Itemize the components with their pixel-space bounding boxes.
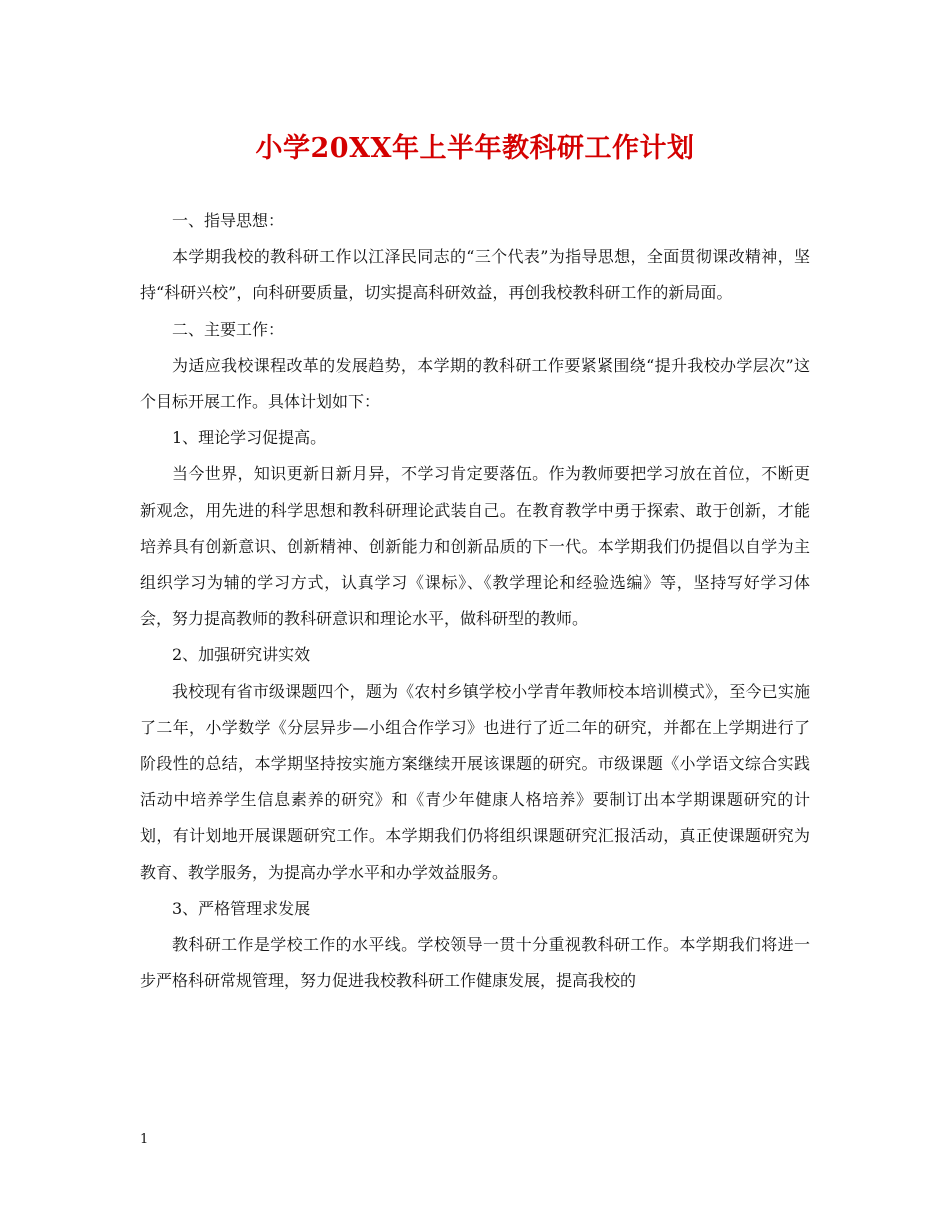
heading-guiding-ideology: 一、指导思想：	[172, 211, 285, 230]
paragraph-guiding-ideology: 本学期我校的教科研工作以江泽民同志的“三个代表”为指导思想，全面贯彻课改精神，坚持“科研兴校”，向科研要质量，切实提高科研效益，再创我校教科研工作的新局面。	[140, 247, 810, 303]
subheading-theory-study: 1、理论学习促提高。	[172, 428, 327, 448]
document-title: 小学20XX年上半年教科研工作计划	[255, 133, 695, 164]
paragraph-theory-study: 当今世界，知识更新日新月异，不学习肯定要落伍。作为教师要把学习放在首位，不断更新观念，用先进的科学思想和教科研理论武装自己。在教育教学中勇于探索、敢于创新，才能培养具有创新意识、创新精神、创新能力和创新品质的下一代。本学期我们仍提倡以自学为主组织学习为辅的学习方式，认真学习《课标》、《教学理论和经验选编》等，坚持写好学习体会，努力提高教师的教科研意识和理论水平，做科研型的教师。	[140, 464, 810, 629]
document-body	[140, 203, 810, 999]
page-number: 1	[140, 1132, 149, 1147]
subheading-research: 2、加强研究讲实效	[172, 645, 311, 665]
subheading-management: 3、严格管理求发展	[172, 898, 311, 918]
paragraph-main-work-intro: 为适应我校课程改革的发展趋势，本学期的教科研工作要紧紧围绕“提升我校办学层次”这个目标开展工作。具体计划如下：	[140, 355, 810, 412]
paragraph-management: 教科研工作是学校工作的水平线。学校领导一贯十分重视教科研工作。本学期我们将进一步严格科研常规管理，努力促进我校教科研工作健康发展，提高我校的	[140, 935, 810, 991]
paragraph-research: 我校现有省市级课题四个，题为《农村乡镇学校小学青年教师校本培训模式》，至今已实施了二年，小学数学《分层异步—小组合作学习》也进行了近二年的研究，并都在上学期进行了阶段性的总结，本学期坚持按实施方案继续开展该课题的研究。市级课题《小学语文综合实践活动中培养学生信息素养的研究》和《青少年健康人格培养》要制订出本学期课题研究的计划，有计划地开展课题研究工作。本学期我们仍将组织课题研究汇报活动，真正使课题研究为教育、教学服务，为提高办学水平和办学效益服务。	[140, 681, 810, 882]
heading-main-work: 二、主要工作：	[172, 319, 285, 339]
